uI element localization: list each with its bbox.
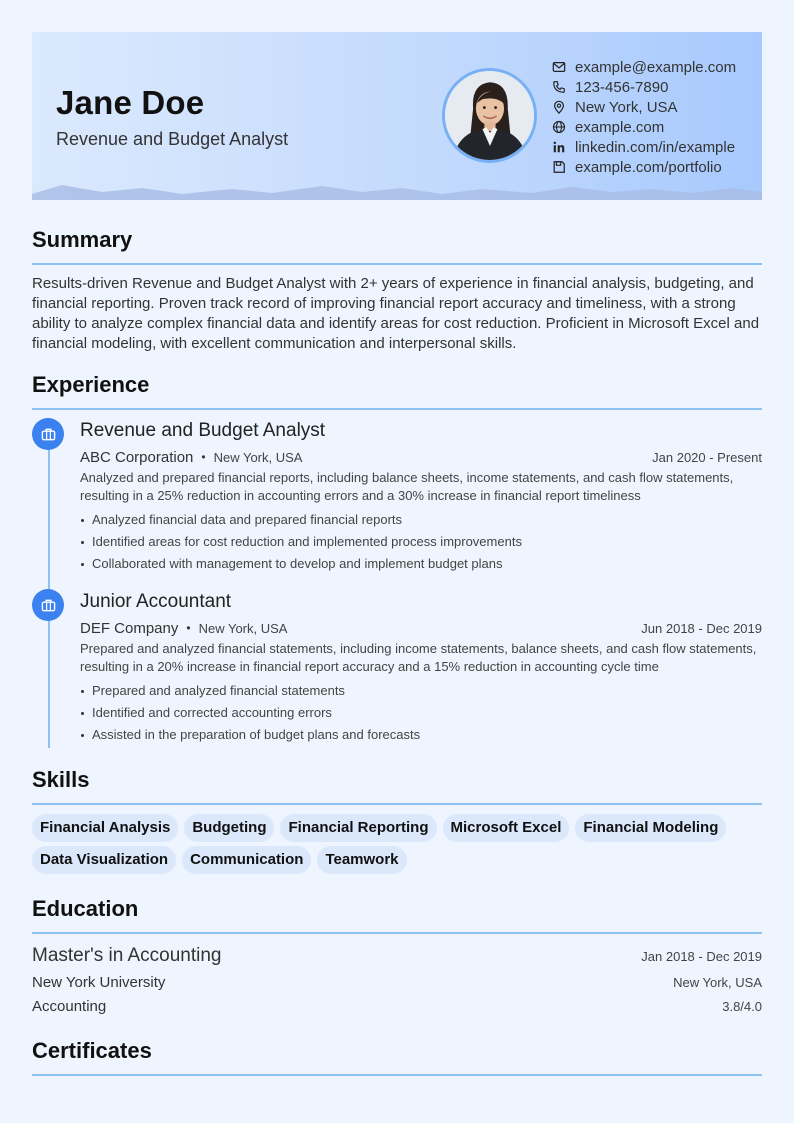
job-bullets bbox=[80, 509, 762, 575]
candidate-role: Revenue and Budget Analyst bbox=[56, 129, 289, 149]
experience-heading: Experience bbox=[32, 372, 150, 397]
contact-phone-text: 123-456-7890 bbox=[575, 78, 669, 96]
education-school-row bbox=[32, 971, 762, 993]
phone-icon bbox=[552, 80, 566, 94]
contact-list bbox=[552, 57, 736, 177]
job-title: Revenue and Budget Analyst bbox=[80, 420, 326, 441]
education-date: Jan 2018 - Dec 2019 bbox=[641, 948, 762, 964]
skill-chip: Financial Modeling bbox=[575, 814, 726, 842]
meta-separator: • bbox=[201, 450, 206, 464]
job-meta bbox=[80, 446, 762, 468]
contact-location-text: New York, USA bbox=[575, 98, 678, 116]
profile-photo bbox=[442, 68, 537, 163]
location-pin-icon bbox=[552, 100, 566, 114]
company-name: DEF Company bbox=[80, 619, 179, 637]
job-meta bbox=[80, 617, 762, 639]
list-item: Assisted in the preparation of budget plans and forecasts bbox=[80, 724, 762, 746]
briefcase-icon bbox=[41, 427, 56, 442]
skills-heading: Skills bbox=[32, 767, 90, 792]
job-date: Jan 2020 - Present bbox=[652, 449, 762, 465]
education-degree: Master's in Accounting bbox=[32, 945, 222, 966]
summary-heading: Summary bbox=[32, 227, 133, 252]
job-title: Junior Accountant bbox=[80, 591, 232, 612]
education-field-row bbox=[32, 995, 762, 1017]
job-date: Jun 2018 - Dec 2019 bbox=[641, 620, 762, 636]
linkedin-icon bbox=[552, 140, 566, 154]
job-description: Analyzed and prepared financial reports, including balance sheets, income statements, and cash flow statements, resulting in a 25% reduction in accounting errors and a 30% increase in financial report timeliness bbox=[80, 470, 734, 503]
list-item: Identified areas for cost reduction and implemented process improvements bbox=[80, 531, 762, 553]
contact-linkedin-text: linkedin.com/in/example bbox=[575, 138, 736, 156]
education-degree-row bbox=[32, 943, 762, 969]
contact-phone[interactable] bbox=[552, 77, 736, 97]
skills-list bbox=[32, 814, 762, 878]
timeline-marker bbox=[32, 418, 64, 450]
education-location: New York, USA bbox=[673, 974, 762, 990]
summary-divider bbox=[32, 263, 762, 265]
skills-divider bbox=[32, 803, 762, 805]
experience-entry bbox=[80, 420, 762, 575]
header-wave-decoration bbox=[32, 180, 762, 200]
list-item: Prepared and analyzed financial statements bbox=[80, 680, 762, 702]
summary-text: Results-driven Revenue and Budget Analyst with 2+ years of experience in financial analysis, budgeting, and financial reporting. Proven track record of improving financial report accuracy and timeliness, with a strong ability to analyze complex financial data and identify areas for cost reduction. Proficient in Microsoft Excel and financial modeling, with excellent communication and interpersonal skills. bbox=[32, 275, 760, 352]
contact-portfolio-text: example.com/portfolio bbox=[575, 158, 722, 176]
job-location: New York, USA bbox=[213, 449, 303, 465]
list-item: Identified and corrected accounting errors bbox=[80, 702, 762, 724]
contact-website[interactable] bbox=[552, 117, 736, 137]
briefcase-icon bbox=[41, 598, 56, 613]
skill-chip: Microsoft Excel bbox=[443, 814, 570, 842]
certificates-divider bbox=[32, 1074, 762, 1076]
list-item: Collaborated with management to develop and implement budget plans bbox=[80, 553, 762, 575]
contact-email[interactable] bbox=[552, 57, 736, 77]
globe-icon bbox=[552, 120, 566, 134]
experience-entry bbox=[80, 591, 762, 746]
list-item: Analyzed financial data and prepared financial reports bbox=[80, 509, 762, 531]
resume-header bbox=[32, 32, 762, 200]
contact-website-text: example.com bbox=[575, 118, 665, 136]
certificates-heading: Certificates bbox=[32, 1038, 152, 1063]
contact-email-text: example@example.com bbox=[575, 58, 737, 76]
meta-separator: • bbox=[186, 621, 191, 635]
skill-chip: Teamwork bbox=[317, 846, 406, 874]
job-location: New York, USA bbox=[198, 620, 288, 636]
contact-portfolio[interactable] bbox=[552, 157, 736, 177]
skill-chip: Financial Analysis bbox=[32, 814, 178, 842]
skill-chip: Financial Reporting bbox=[280, 814, 436, 842]
timeline-marker bbox=[32, 589, 64, 621]
portfolio-icon bbox=[552, 160, 566, 174]
education-gpa: 3.8/4.0 bbox=[722, 998, 762, 1014]
job-description: Prepared and analyzed financial statements, including income statements, balance sheets, and cash flow statements, resulting in a 20% increase in financial report accuracy and a 15% reduction in accounting cycle time bbox=[80, 641, 757, 674]
contact-location bbox=[552, 97, 736, 117]
education-school: New York University bbox=[32, 973, 166, 991]
contact-linkedin[interactable] bbox=[552, 137, 736, 157]
skill-chip: Budgeting bbox=[184, 814, 274, 842]
company-name: ABC Corporation bbox=[80, 448, 194, 466]
job-bullets bbox=[80, 680, 762, 746]
education-field: Accounting bbox=[32, 997, 107, 1015]
skill-chip: Communication bbox=[182, 846, 311, 874]
mail-icon bbox=[552, 60, 566, 74]
skill-chip: Data Visualization bbox=[32, 846, 176, 874]
experience-divider bbox=[32, 408, 762, 410]
education-divider bbox=[32, 932, 762, 934]
education-heading: Education bbox=[32, 896, 139, 921]
candidate-name: Jane Doe bbox=[56, 84, 205, 121]
